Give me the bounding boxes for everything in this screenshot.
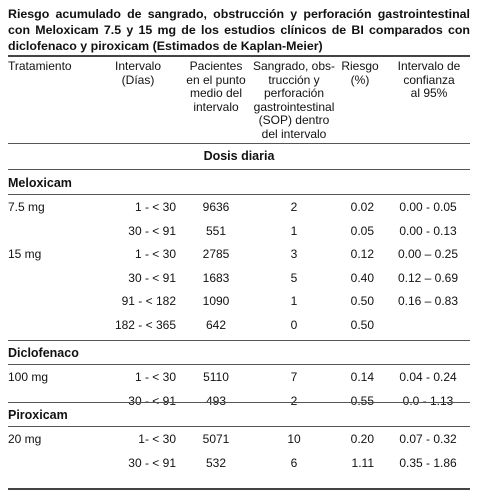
header-intervalo-confianza: Intervalo de confianza al 95% [397,59,461,100]
cell-treatment: 20 mg [8,432,42,446]
cell-interval: 1- < 30 [138,432,176,446]
cell-interval: 30 - < 91 [128,223,176,238]
cell-interval: 30 - < 91 [128,393,176,408]
cell-risk: 0.55 [350,393,374,408]
cell-ci: 0.00 – 0.25 [397,247,459,261]
cell-events: 1 [290,223,298,238]
cell-treatment: 100 mg [8,370,49,384]
dosage-header: Dosis diaria [203,149,275,163]
cell-events: 7 [290,370,298,384]
cell-interval: 91 - < 182 [121,294,176,308]
cell-ci: 0.00 - 0.13 [399,223,457,238]
cell-patients: 1683 [202,270,230,285]
cell-interval: 1 - < 30 [134,200,176,214]
cell-patients: 2785 [202,247,230,261]
cell-risk: 0.40 [350,270,374,285]
header-rule [8,143,470,144]
cell-events: 10 [287,432,301,446]
cell-ci: 0.00 - 0.05 [399,200,457,214]
header-tratamiento: Tratamiento [8,59,72,73]
cell-treatment: 15 mg [8,247,42,261]
table-title: Riesgo acumulado de sangrado, obstrucción y perforación gastrointestinal con Meloxicam 7.5 y 15 mg de los estudios clínicos de BI comparados con diclofenaco y piroxicam (Estimados de Kaplan-Meier) [8,7,470,53]
group-name: Piroxicam [8,408,68,422]
cell-risk: 1.11 [351,455,374,470]
top-rule [8,55,470,57]
group-name-rule [8,364,470,365]
header-sop: Sangrado, obs- trucción y perforación gastrointestinal (SOP) dentro del intervalo [252,59,336,141]
cell-ci: 0.12 – 0.69 [397,270,459,285]
cell-patients: 9636 [202,200,230,214]
cell-events: 5 [290,270,298,285]
cell-patients: 5071 [202,432,230,446]
header-pacientes: Pacientes en el punto medio del intervalo [186,59,246,114]
cell-risk: 0.14 [350,370,374,384]
cell-risk: 0.02 [350,200,374,214]
group-name-rule [8,426,470,427]
cell-risk: 0.12 [350,247,374,261]
group-rule [8,340,470,341]
group-rule [8,402,470,403]
cell-ci: 0.07 - 0.32 [399,432,457,446]
cell-ci: 0.0 - 1.13 [402,393,454,408]
cell-risk: 0.50 [350,317,374,332]
cell-risk: 0.50 [350,294,374,308]
group-name-rule [8,194,470,195]
cell-events: 0 [290,317,298,332]
cell-risk: 0.20 [350,432,374,446]
cell-interval: 1 - < 30 [134,247,176,261]
cell-patients: 493 [205,393,227,408]
cell-interval: 30 - < 91 [128,270,176,285]
cell-interval: 1 - < 30 [134,370,176,384]
cell-ci: 0.35 - 1.86 [399,455,457,470]
cell-interval: 30 - < 91 [128,455,176,470]
cell-treatment: 7.5 mg [8,200,45,214]
header-riesgo: Riesgo (%) [341,59,379,87]
cell-patients: 642 [205,317,227,332]
cell-patients: 551 [205,223,227,238]
bottom-rule [8,488,470,490]
cell-patients: 5110 [203,370,229,384]
cell-events: 6 [290,455,298,470]
cell-interval: 182 - < 365 [114,317,176,332]
cell-patients: 1090 [202,294,230,308]
cell-events: 2 [290,393,298,408]
dosage-rule [8,169,470,170]
cell-ci: 0.16 – 0.83 [397,294,459,308]
cell-events: 1 [290,294,298,308]
cell-events: 2 [290,200,298,214]
group-name: Meloxicam [8,176,72,190]
cell-events: 3 [290,247,298,261]
cell-risk: 0.05 [350,223,374,238]
header-intervalo: Intervalo (Días) [114,59,162,87]
group-name: Diclofenaco [8,346,79,360]
cell-patients: 532 [205,455,227,470]
cell-ci: 0.04 - 0.24 [399,370,457,384]
